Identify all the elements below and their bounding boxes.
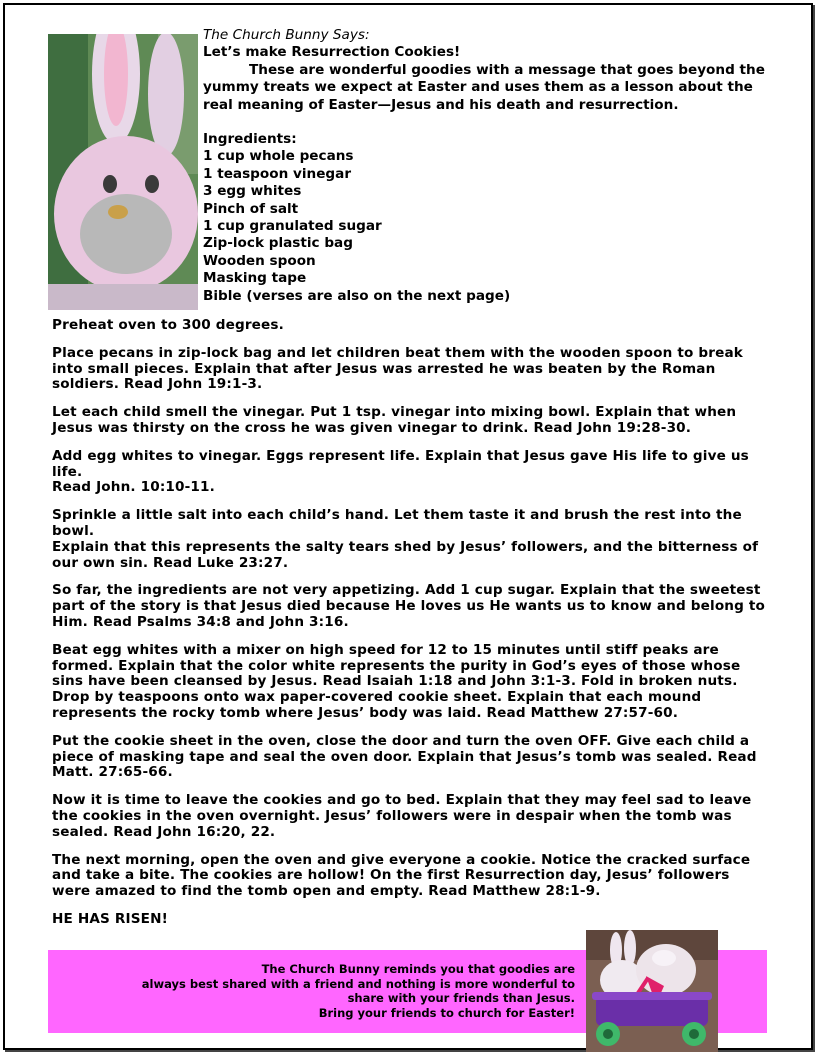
ingredient-item: Bible (verses are also on the next page) xyxy=(203,287,511,304)
bunny-illustration xyxy=(48,34,198,310)
bunny-wagon-illustration xyxy=(586,930,718,1052)
bunny-wagon-photo xyxy=(586,930,718,1052)
step-paragraph: Place pecans in zip-lock bag and let children beat them with the wooden spoon to break into small pieces. Explain that after Jesus was arrested he was beaten by the Roman soldiers. Read John 19:1-3. xyxy=(52,344,743,393)
ingredient-item: 1 cup granulated sugar xyxy=(203,218,382,235)
ingredient-item: Zip-lock plastic bag xyxy=(203,235,353,252)
ingredient-item: Masking tape xyxy=(203,270,307,287)
bunny-photo xyxy=(48,34,198,310)
step-paragraph: Sprinkle a little salt into each child’s hand. Let them taste it and brush the rest into the bowl. Explain that this represents the salty tears shed by Jesus’ followers, and the bitterness of our own sin. Read Luke 23:27. xyxy=(52,507,759,571)
reminder-line: Bring your friends to church for Easter! xyxy=(318,1005,575,1020)
reminder-line: share with your friends than Jesus. xyxy=(347,991,575,1005)
step-paragraph: Beat egg whites with a mixer on high speed for 12 to 15 minutes until stiff peaks are formed. Explain that the color white represents the purity in God’s eyes of those whose sins have been cleansed by Jesus. Read Isaiah 1:18 and John 3:1-3. Fold in broken nuts. Drop by teaspoons onto wax paper-covered cookie sheet. Explain that each mound represents the rocky tomb where Jesus’ body was laid. Read Matthew 27:57-60. xyxy=(52,641,741,721)
ingredients-heading: Ingredients: xyxy=(203,131,297,148)
instructions-section xyxy=(52,318,770,940)
step-paragraph: The next morning, open the oven and give everyone a cookie. Notice the cracked surface and take a bite. The cookies are hollow! On the first Resurrection day, Jesus’ followers were amazed to find the tomb open and empty. Read Matthew 28:1-9. xyxy=(52,851,751,900)
closing-exclamation: HE HAS RISEN! xyxy=(52,910,168,927)
step-paragraph: Let each child smell the vinegar. Put 1 tsp. vinegar into mixing bowl. Explain that when Jesus was thirsty on the cross he was given vinegar to drink. Read John 19:28-30. xyxy=(52,404,737,436)
intro-headline: Let’s make Resurrection Cookies! xyxy=(203,44,461,61)
step-paragraph: So far, the ingredients are not very appetizing. Add 1 cup sugar. Explain that the sweetest part of the story is that Jesus died because He loves us He wants us to know and belong to Him. Read Psalms 34:8 and John 3:16. xyxy=(52,582,766,630)
intro-paragraph: These are wonderful goodies with a message that goes beyond the yummy treats we expect at Easter and uses them as a lesson about the real meaning of Easter—Jesus and his death and resurrection. xyxy=(203,61,765,113)
intro-title: The Church Bunny Says: xyxy=(203,27,370,43)
ingredient-item: 3 egg whites xyxy=(203,183,302,200)
ingredient-item: 1 cup whole pecans xyxy=(203,148,354,165)
ingredient-item: Wooden spoon xyxy=(203,252,316,269)
reminder-line: always best shared with a friend and nothing is more wonderful to xyxy=(141,976,575,991)
intro-section xyxy=(203,27,783,305)
ingredients-list xyxy=(203,148,783,305)
ingredient-item: Pinch of salt xyxy=(203,200,299,217)
step-paragraph: Put the cookie sheet in the oven, close the door and turn the oven OFF. Give each child a piece of masking tape and seal the oven door. Explain that Jesus’s tomb was sealed. Read Matt. 27:65-66. xyxy=(52,732,757,781)
reminder-line: The Church Bunny reminds you that goodies are xyxy=(261,962,575,976)
step-paragraph: Preheat oven to 300 degrees. xyxy=(52,317,284,333)
step-paragraph: Add egg whites to vinegar. Eggs represent life. Explain that Jesus gave His life to give us life. Read John. 10:10-11. xyxy=(52,447,749,496)
ingredient-item: 1 teaspoon vinegar xyxy=(203,165,352,182)
reminder-text xyxy=(115,962,575,1020)
step-paragraph: Now it is time to leave the cookies and go to bed. Explain that they may feel sad to leave the cookies in the oven overnight. Jesus’ followers were in despair when the tomb was sealed. Read John 16:20, 22. xyxy=(52,792,752,840)
